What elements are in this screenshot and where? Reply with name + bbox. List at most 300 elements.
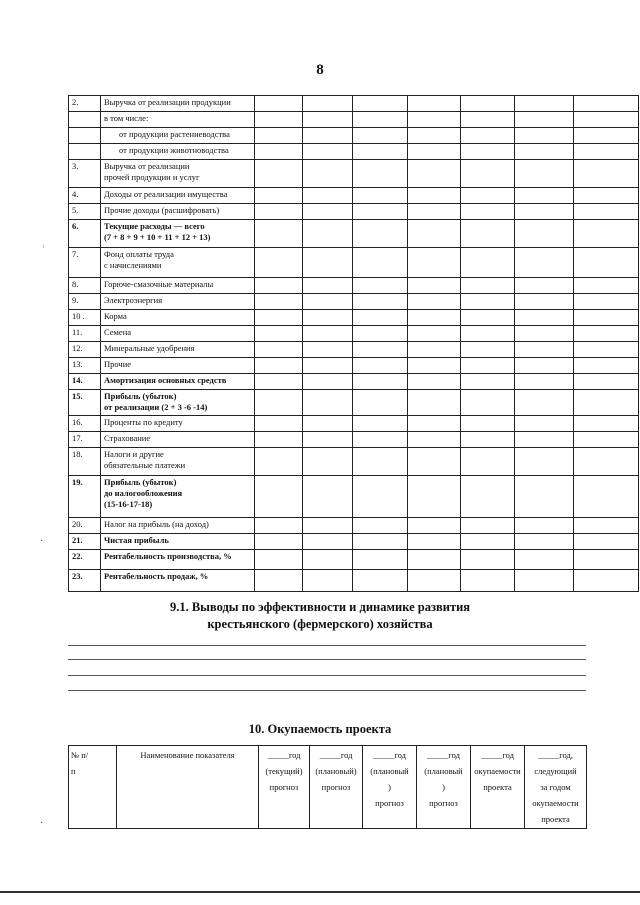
header-line: ) [388,782,391,792]
value-cell[interactable] [515,416,574,432]
value-cell[interactable] [353,128,408,144]
header-line: _____год [267,750,301,760]
value-cell[interactable] [461,390,515,416]
value-cell[interactable] [408,476,461,518]
value-cell[interactable] [255,534,303,550]
value-cell[interactable] [574,448,639,476]
value-cell[interactable] [574,310,639,326]
table-row [69,220,639,248]
value-cell[interactable] [461,326,515,342]
value-cell[interactable] [408,96,461,112]
value-cell[interactable] [255,144,303,160]
row-number: 14. [69,374,101,390]
value-cell[interactable] [515,432,574,448]
indicator-name [101,294,255,310]
row-number: 21. [69,534,101,550]
value-cell[interactable] [255,188,303,204]
header-line: № п/ [71,750,89,760]
indicator-name [101,476,255,518]
row-number [69,112,101,128]
header-year [259,746,310,829]
value-cell[interactable] [461,248,515,278]
value-cell[interactable] [515,128,574,144]
row-number: 20. [69,518,101,534]
value-cell[interactable] [408,278,461,294]
value-cell[interactable] [255,278,303,294]
indicator-name-line: в том числе: [104,113,149,123]
page-number: 8 [316,62,324,78]
header-line: _____год [427,750,460,760]
value-cell[interactable] [461,128,515,144]
value-cell[interactable] [515,310,574,326]
indicator-name-line: Налог на прибыль (на доход) [104,519,209,529]
value-cell[interactable] [574,358,639,374]
value-cell[interactable] [574,432,639,448]
value-cell[interactable] [574,112,639,128]
value-cell[interactable] [303,188,353,204]
value-cell[interactable] [408,374,461,390]
value-cell[interactable] [515,294,574,310]
header-line: (плановый [424,766,463,776]
value-cell[interactable] [255,518,303,534]
value-cell[interactable] [353,358,408,374]
value-cell[interactable] [574,144,639,160]
value-cell[interactable] [303,534,353,550]
value-cell[interactable] [303,204,353,220]
value-cell[interactable] [353,188,408,204]
value-cell[interactable] [515,112,574,128]
value-cell[interactable] [303,278,353,294]
value-cell[interactable] [255,112,303,128]
value-cell[interactable] [353,220,408,248]
value-cell[interactable] [303,374,353,390]
indicator-name-line: от реализации (2 + 3 -6 -14) [104,402,208,412]
header-year [471,746,525,829]
value-cell[interactable] [255,96,303,112]
value-cell[interactable] [255,294,303,310]
indicator-name [101,390,255,416]
row-number: 22. [69,550,101,570]
indicator-name [101,416,255,432]
value-cell[interactable] [303,160,353,188]
indicator-name [101,448,255,476]
value-cell[interactable] [255,570,303,592]
value-cell[interactable] [515,390,574,416]
indicator-name [101,220,255,248]
indicator-name [101,534,255,550]
header-line: (текущий) [265,766,303,776]
value-cell[interactable] [353,144,408,160]
financial-indicators-table [68,95,639,592]
value-cell[interactable] [353,294,408,310]
value-cell[interactable] [574,570,639,592]
value-cell[interactable] [461,476,515,518]
table-row [69,550,639,570]
value-cell[interactable] [303,432,353,448]
indicator-name [101,550,255,570]
indicator-name-line: обязательные платежи [104,460,186,470]
value-cell[interactable] [574,248,639,278]
value-cell[interactable] [461,416,515,432]
indicator-name-line: Фонд оплаты труда [104,249,174,259]
header-year [417,746,471,829]
value-cell[interactable] [408,570,461,592]
value-cell[interactable] [255,416,303,432]
row-number: 16. [69,416,101,432]
value-cell[interactable] [353,248,408,278]
value-cell[interactable] [574,204,639,220]
value-cell[interactable] [255,160,303,188]
header-line: ) [442,782,445,792]
header-line: за годом [540,782,571,792]
value-cell[interactable] [515,550,574,570]
value-cell[interactable] [515,160,574,188]
row-number: 9. [69,294,101,310]
table-row [69,160,639,188]
value-cell[interactable] [353,96,408,112]
table-row [69,96,639,112]
row-number: 6. [69,220,101,248]
indicator-name [101,278,255,294]
value-cell[interactable] [461,144,515,160]
value-cell[interactable] [515,188,574,204]
value-cell[interactable] [255,390,303,416]
row-number: 10 . [69,310,101,326]
value-cell[interactable] [574,278,639,294]
value-cell[interactable] [574,534,639,550]
header-number [69,746,117,829]
row-number [69,128,101,144]
table-row [69,144,639,160]
value-cell[interactable] [515,326,574,342]
header-line: прогноз [269,782,299,792]
value-cell[interactable] [303,220,353,248]
value-cell[interactable] [461,518,515,534]
header-line: прогноз [321,782,351,792]
indicator-name-line: Страхование [104,433,151,443]
table-row [69,112,639,128]
row-number: 11. [69,326,101,342]
value-cell[interactable] [515,374,574,390]
value-cell[interactable] [461,374,515,390]
value-cell[interactable] [303,342,353,358]
value-cell[interactable] [574,342,639,358]
value-cell[interactable] [353,476,408,518]
value-cell[interactable] [408,220,461,248]
table-row [69,294,639,310]
indicator-name-line: Минеральные удобрения [104,343,195,353]
value-cell[interactable] [303,390,353,416]
value-cell[interactable] [408,432,461,448]
value-cell[interactable] [255,432,303,448]
value-cell[interactable] [303,416,353,432]
value-cell[interactable] [515,144,574,160]
value-cell[interactable] [515,220,574,248]
indicator-name-line: Текущие расходы — всего [104,221,205,231]
value-cell[interactable] [303,550,353,570]
indicator-name-line: Доходы от реализации имущества [104,189,228,199]
value-cell[interactable] [408,128,461,144]
value-cell[interactable] [515,570,574,592]
value-cell[interactable] [408,160,461,188]
header-line: (плановый) [315,766,357,776]
value-cell[interactable] [255,248,303,278]
header-line: _____год [319,750,353,760]
value-cell[interactable] [461,278,515,294]
value-cell[interactable] [461,160,515,188]
header-line: следующий [534,766,577,776]
value-cell[interactable] [408,518,461,534]
table-row [69,448,639,476]
row-number: 3. [69,160,101,188]
indicator-name [101,128,255,144]
value-cell[interactable] [353,342,408,358]
value-cell[interactable] [574,128,639,144]
page-bottom-rule [0,891,640,893]
value-cell[interactable] [353,550,408,570]
indicator-name-line: от продукции животноводства [119,145,229,155]
header-year [310,746,363,829]
value-cell[interactable] [461,294,515,310]
value-cell[interactable] [303,326,353,342]
value-cell[interactable] [255,128,303,144]
value-cell[interactable] [255,204,303,220]
conclusion-line [68,675,586,676]
value-cell[interactable] [353,570,408,592]
value-cell[interactable] [461,220,515,248]
indicator-name-line: до налогообложения [104,488,183,498]
value-cell[interactable] [353,310,408,326]
value-cell[interactable] [515,278,574,294]
table-row [69,310,639,326]
value-cell[interactable] [255,310,303,326]
indicator-name-line: Горюче-смазочные материалы [104,279,214,289]
indicator-name [101,358,255,374]
section-10-title: 10. Окупаемость проекта [248,722,392,736]
value-cell[interactable] [408,294,461,310]
indicator-name [101,326,255,342]
table-row [69,416,639,432]
value-cell[interactable] [574,374,639,390]
value-cell[interactable] [574,550,639,570]
table-row [69,204,639,220]
value-cell[interactable] [353,160,408,188]
value-cell[interactable] [408,390,461,416]
row-number: 12. [69,342,101,358]
indicator-name [101,374,255,390]
indicator-name-line: Корма [104,311,127,321]
value-cell[interactable] [515,96,574,112]
value-cell[interactable] [303,310,353,326]
value-cell[interactable] [408,326,461,342]
value-cell[interactable] [461,204,515,220]
value-cell[interactable] [574,476,639,518]
row-number: 15. [69,390,101,416]
header-line: _____год [373,750,406,760]
value-cell[interactable] [353,390,408,416]
table-row [69,342,639,358]
value-cell[interactable] [408,248,461,278]
value-cell[interactable] [461,550,515,570]
header-line: Наименование показателя [140,750,235,760]
value-cell[interactable] [408,188,461,204]
indicator-name [101,112,255,128]
value-cell[interactable] [461,358,515,374]
value-cell[interactable] [461,534,515,550]
value-cell[interactable] [255,220,303,248]
table-row [69,248,639,278]
row-number: 23. [69,570,101,592]
value-cell[interactable] [515,204,574,220]
value-cell[interactable] [353,518,408,534]
value-cell[interactable] [408,534,461,550]
table-row [69,570,639,592]
value-cell[interactable] [303,248,353,278]
indicator-name-line: (15-16-17-18) [104,499,153,509]
value-cell[interactable] [255,550,303,570]
indicator-name-line: Выручка от реализации [104,161,190,171]
value-cell[interactable] [255,374,303,390]
value-cell[interactable] [574,326,639,342]
indicator-name-line: Электроэнергия [104,295,163,305]
row-number: 13. [69,358,101,374]
value-cell[interactable] [303,570,353,592]
value-cell[interactable] [408,448,461,476]
value-cell[interactable] [303,112,353,128]
value-cell[interactable] [303,96,353,112]
table-row [69,358,639,374]
indicator-name [101,144,255,160]
value-cell[interactable] [303,476,353,518]
value-cell[interactable] [353,448,408,476]
value-cell[interactable] [408,144,461,160]
value-cell[interactable] [353,534,408,550]
value-cell[interactable] [515,342,574,358]
row-number: 7. [69,248,101,278]
value-cell[interactable] [515,476,574,518]
value-cell[interactable] [303,358,353,374]
value-cell[interactable] [303,448,353,476]
value-cell[interactable] [461,188,515,204]
margin-mark: ʾ [42,245,46,256]
indicator-name-line: Прибыль (убыток) [104,391,177,401]
value-cell[interactable] [515,518,574,534]
value-cell[interactable] [574,416,639,432]
value-cell[interactable] [408,310,461,326]
row-number: 5. [69,204,101,220]
value-cell[interactable] [353,374,408,390]
value-cell[interactable] [353,278,408,294]
value-cell[interactable] [303,294,353,310]
header-line: _____год [481,750,514,760]
indicator-name [101,204,255,220]
value-cell[interactable] [255,358,303,374]
value-cell[interactable] [574,188,639,204]
value-cell[interactable] [255,448,303,476]
value-cell[interactable] [574,160,639,188]
indicator-name-line: Прибыль (убыток) [104,477,177,487]
indicator-name [101,570,255,592]
value-cell[interactable] [574,390,639,416]
indicator-name [101,518,255,534]
header-line: окупаемости [532,798,579,808]
indicator-name [101,342,255,358]
value-cell[interactable] [255,326,303,342]
indicator-name-line: Семена [104,327,132,337]
value-cell[interactable] [515,248,574,278]
table-row [69,278,639,294]
value-cell[interactable] [461,342,515,358]
value-cell[interactable] [574,294,639,310]
table-row [69,128,639,144]
indicator-name-line: Рентабельность производства, % [104,551,232,561]
value-cell[interactable] [353,432,408,448]
indicator-name [101,160,255,188]
indicator-name-line: Проценты по кредиту [104,417,183,427]
value-cell[interactable] [353,416,408,432]
value-cell[interactable] [461,96,515,112]
value-cell[interactable] [408,416,461,432]
indicator-name-line: от продукции растениеводства [119,129,230,139]
table-row [69,432,639,448]
table-row [69,326,639,342]
row-number: 2. [69,96,101,112]
value-cell[interactable] [515,358,574,374]
value-cell[interactable] [408,358,461,374]
value-cell[interactable] [303,128,353,144]
indicator-name-line: с начислениями [104,260,162,270]
row-number: 19. [69,476,101,518]
value-cell[interactable] [353,112,408,128]
value-cell[interactable] [303,518,353,534]
value-cell[interactable] [408,204,461,220]
indicator-name [101,96,255,112]
section-9-1-title-line1: 9.1. Выводы по эффективности и динамике развития [169,600,471,614]
value-cell[interactable] [515,448,574,476]
indicator-name [101,188,255,204]
value-cell[interactable] [408,112,461,128]
indicator-name-line: (7 + 8 + 9 + 10 + 11 + 12 + 13) [104,232,211,242]
value-cell[interactable] [574,518,639,534]
value-cell[interactable] [353,204,408,220]
table-row [69,374,639,390]
value-cell[interactable] [255,476,303,518]
value-cell[interactable] [461,310,515,326]
value-cell[interactable] [461,112,515,128]
table-row [69,390,639,416]
indicator-name-line: Амортизация основных средств [104,375,227,385]
value-cell[interactable] [408,550,461,570]
indicator-name-line: Выручка от реализации продукции [104,97,231,107]
value-cell[interactable] [408,342,461,358]
value-cell[interactable] [303,144,353,160]
value-cell[interactable] [574,96,639,112]
indicator-name-line: Чистая прибыль [104,535,169,545]
indicator-name [101,248,255,278]
indicator-name [101,310,255,326]
value-cell[interactable] [574,220,639,248]
value-cell[interactable] [461,570,515,592]
value-cell[interactable] [353,326,408,342]
value-cell[interactable] [461,432,515,448]
value-cell[interactable] [461,448,515,476]
header-indicator [117,746,259,829]
header-line: прогноз [375,798,404,808]
row-number: 8. [69,278,101,294]
value-cell[interactable] [515,534,574,550]
value-cell[interactable] [255,342,303,358]
conclusion-line [68,645,586,646]
